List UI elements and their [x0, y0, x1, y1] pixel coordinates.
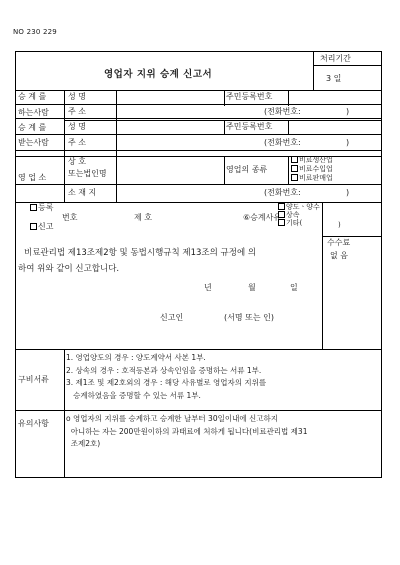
predecessor-phone-close: ) — [346, 138, 350, 147]
location-field[interactable] — [117, 185, 263, 201]
succession-report-form — [15, 51, 382, 478]
rule-processing — [313, 65, 381, 66]
declaration-line-1: 비료관리법 제13조제2항 및 동법시행규칙 제13조의 규정에 의 — [24, 248, 257, 258]
successor-label-top: 승 계 를 — [18, 92, 47, 101]
business-phone-close: ) — [346, 188, 350, 197]
checkbox-icon — [30, 223, 37, 230]
date-year: 년 — [204, 283, 212, 292]
reason-inheritance[interactable]: 상속 — [278, 211, 300, 219]
type-option-import[interactable]: 비료수입업 — [291, 165, 333, 173]
form-title: 영업자 지위 승계 신고서 — [104, 69, 213, 80]
checkbox-icon — [291, 156, 298, 163]
successor-name-field[interactable] — [117, 91, 223, 104]
document-item: 2. 상속의 경우 : 호적등본과 상속인임을 증명하는 서류 1부. — [66, 365, 262, 375]
processing-value: 3 일 — [326, 74, 342, 83]
successor-phone-close: ) — [346, 107, 350, 116]
rule-fee-col — [322, 202, 323, 349]
predecessor-rrn-label: 주민등록번호 — [226, 122, 273, 131]
rule-documents — [16, 349, 381, 350]
successor-rrn-field[interactable] — [289, 91, 381, 104]
signature-label: (서명 또는 인) — [224, 313, 274, 322]
successor-phone-label: (전화번호: — [264, 107, 301, 116]
option-register[interactable]: 등록 — [30, 204, 53, 212]
predecessor-rrn-field[interactable] — [289, 121, 381, 134]
fee-label: 수수료 — [327, 238, 351, 247]
predecessor-name-field[interactable] — [117, 121, 223, 134]
predecessor-name-label: 성 명 — [68, 122, 86, 131]
notes-label: 유의사항 — [18, 419, 49, 428]
rule-processing-v — [313, 52, 314, 90]
option-report[interactable]: 신고 — [30, 223, 53, 231]
business-type-label: 영업의 종류 — [226, 165, 268, 174]
rule-row — [16, 150, 381, 151]
registration-number-text: 제 호 — [134, 213, 152, 222]
reason-other[interactable]: 기타( — [278, 219, 302, 227]
registration-number-label: 번호 — [62, 213, 78, 222]
fee-value: 없 음 — [330, 251, 348, 260]
rule-rrn-col — [224, 90, 225, 106]
rule-rrn-col-2 — [224, 120, 225, 134]
location-label: 소 재 지 — [68, 188, 97, 197]
successor-rrn-label: 주민등록번호 — [226, 92, 273, 101]
type-option-production[interactable]: 비료생산업 — [291, 156, 333, 164]
trade-name-label-bottom: 또는법인명 — [68, 169, 107, 178]
successor-name-label: 성 명 — [68, 92, 86, 101]
reason-other-close: ) — [338, 221, 341, 229]
document-item: 1. 영업양도의 경우 : 양도계약서 사본 1부. — [66, 353, 206, 362]
business-phone-label: (전화번호: — [264, 188, 301, 197]
applicant-label: 신고인 — [160, 313, 184, 322]
business-label: 영 업 소 — [18, 173, 47, 182]
predecessor-label-top: 승 계 를 — [18, 123, 47, 132]
trade-name-label-top: 상 호 — [68, 157, 86, 166]
rule-bottom-label-col — [64, 349, 65, 477]
date-month: 월 — [248, 283, 256, 292]
declaration-line-2: 하여 위와 같이 신고합니다. — [18, 264, 120, 274]
document-item: 3. 제1조 및 제2호외의 경우 : 해당 사유별로 영업자의 지위를 — [66, 378, 267, 387]
document-number: NO 230 229 — [13, 28, 57, 36]
checkbox-icon — [278, 203, 285, 210]
trade-name-field[interactable] — [117, 157, 223, 183]
predecessor-phone-label: (전화번호: — [264, 138, 301, 147]
predecessor-address-label: 주 소 — [68, 138, 86, 147]
succession-reason-label: ⑥승계사유 — [243, 213, 282, 222]
note-item: o 영업자의 지위를 승계하고 승계한 날부터 30일이내에 신고하지 — [66, 414, 278, 423]
rule-notes — [16, 410, 381, 411]
checkbox-icon — [30, 204, 37, 211]
rule-type-col — [224, 156, 225, 184]
rule-row — [16, 202, 381, 203]
documents-label: 구비서류 — [18, 375, 49, 384]
documents-list — [66, 352, 266, 402]
checkbox-icon — [291, 165, 298, 172]
processing-label: 처리기간 — [320, 54, 351, 63]
successor-label-bottom: 하는사람 — [18, 108, 49, 117]
note-item: 아니하는 자는 200만원이하의 과태료에 처하게 됩니다(비료관리법 제31 — [66, 426, 308, 436]
notes-list — [66, 413, 307, 451]
date-day: 일 — [290, 283, 298, 292]
successor-address-field[interactable] — [117, 105, 263, 118]
checkbox-icon — [291, 174, 298, 181]
rule-fee — [322, 236, 381, 237]
document-item: 승계하였음을 증명할 수 있는 서류 1부. — [66, 390, 201, 400]
checkbox-icon — [278, 219, 285, 226]
rule-type-val-col — [288, 156, 289, 184]
type-option-sales[interactable]: 비료판매업 — [291, 174, 333, 182]
predecessor-address-field[interactable] — [117, 135, 263, 149]
checkbox-icon — [278, 211, 285, 218]
predecessor-label-bottom: 받는사람 — [18, 138, 49, 147]
successor-address-label: 주 소 — [68, 107, 86, 116]
reason-transfer[interactable]: 양도ㆍ양수 — [278, 203, 320, 211]
rule-row — [16, 118, 381, 119]
note-item: 조제2호) — [66, 439, 101, 448]
rule-label-col — [64, 90, 65, 202]
